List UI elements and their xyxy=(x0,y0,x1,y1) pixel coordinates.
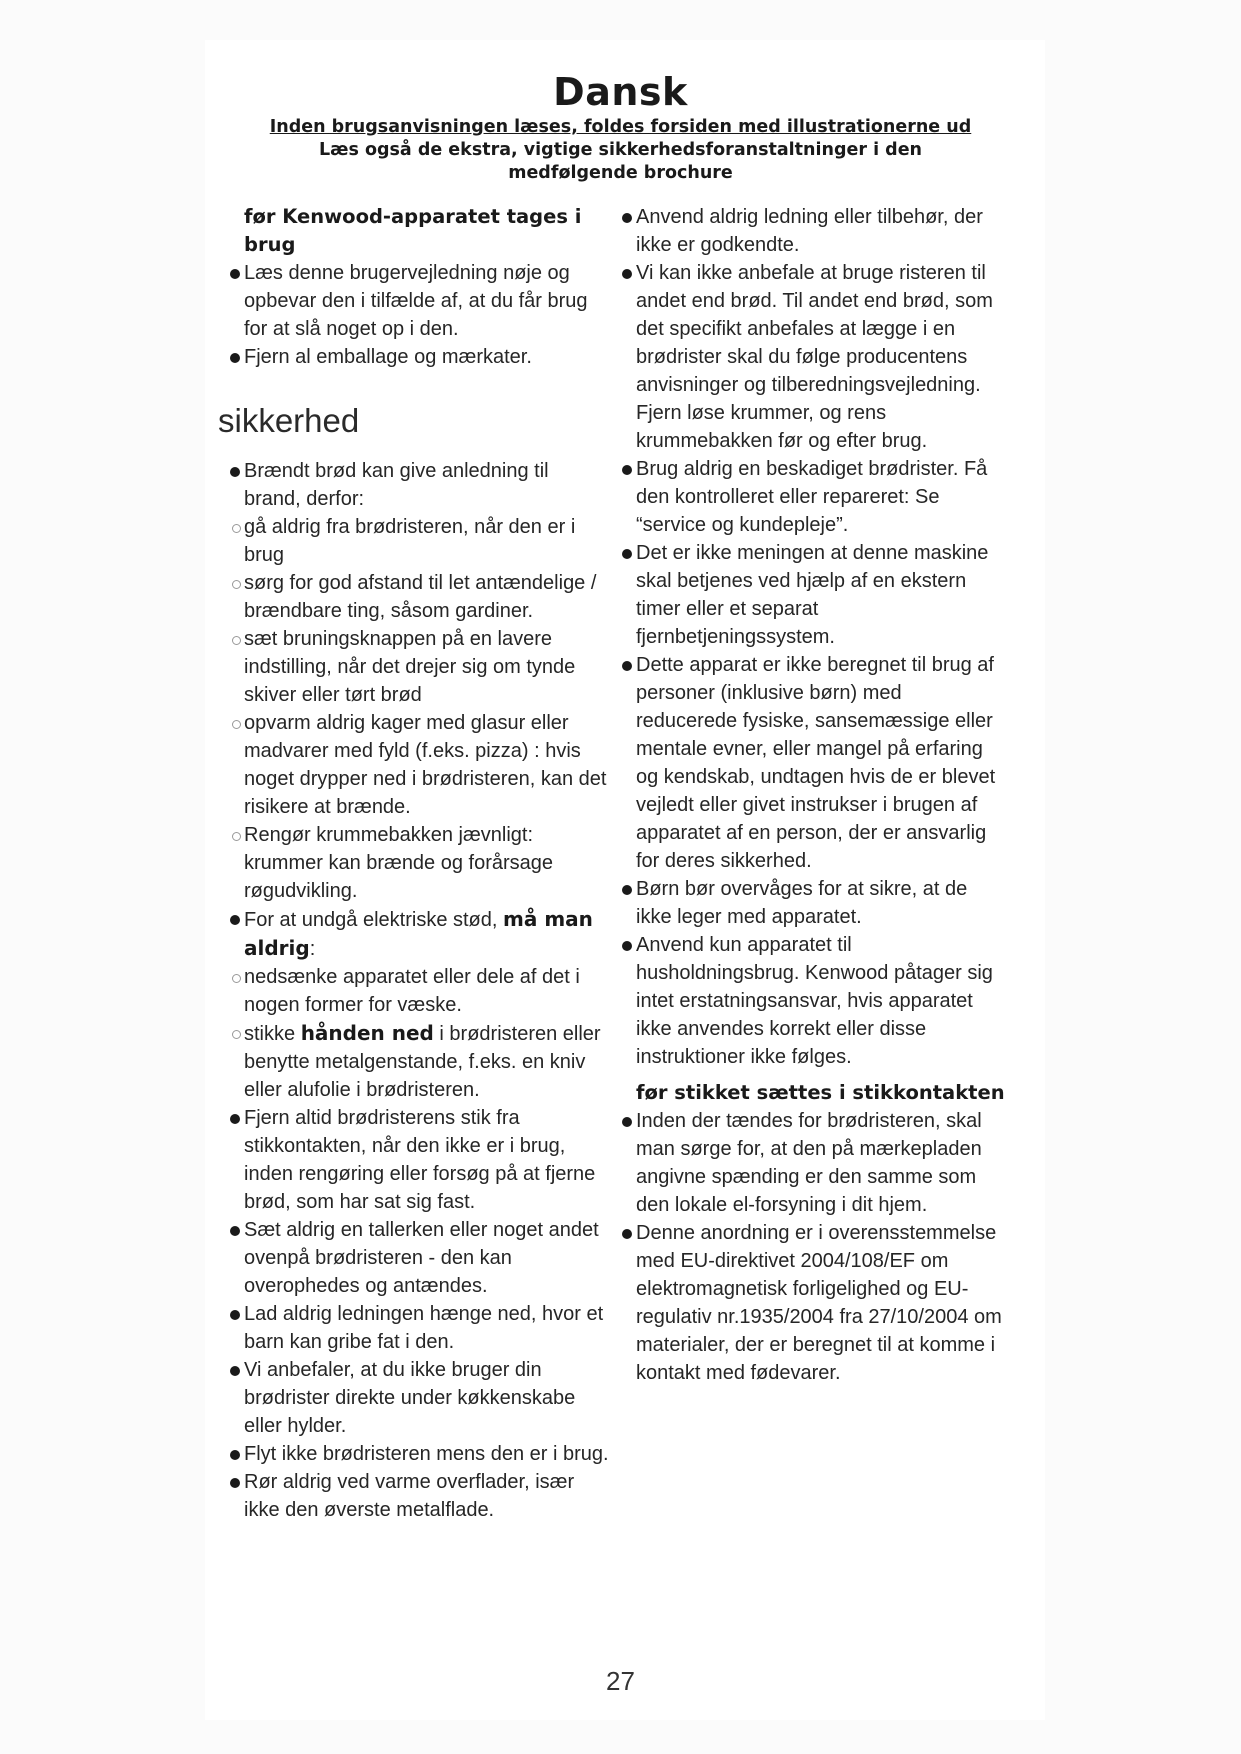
list-item: Flyt ikke brødristeren mens den er i brug. xyxy=(244,1440,609,1468)
list-item: Fjern altid brødristerens stik fra stikkontakten, når den ikke er i brug, inden rengøring eller forsøg på at fjerne brød, som har sat sig fast. xyxy=(244,1104,609,1216)
list-item: Dette apparat er ikke beregnet til brug af personer (inklusive børn) med reducerede fysiske, sansemæssige eller mentale evner, eller mangel på erfaring og kendskab, undtagen hvis de er blevet vejledt eller givet instrukser i brugen af apparatet af en person, der er ansvarlig for deres sikkerhed. xyxy=(636,651,1006,875)
list-item: Anvend kun apparatet til husholdningsbrug. Kenwood påtager sig intet erstatningsansvar, hvis apparatet ikke anvendes korrekt eller disse instruktioner ikke følges. xyxy=(636,931,1006,1071)
safety-list-continued xyxy=(636,203,1006,1071)
sub-list-item: gå aldrig fra brødristeren, når den er i brug xyxy=(244,513,609,569)
list-item: Vi anbefaler, at du ikke bruger din brødrister direkte under køkkenskabe eller hylder. xyxy=(244,1356,609,1440)
safety-list xyxy=(244,457,609,1524)
shock-colon: : xyxy=(309,938,316,960)
list-item: Anvend aldrig ledning eller tilbehør, der ikke er godkendte. xyxy=(636,203,1006,259)
list-item: Inden der tændes for brødristeren, skal man sørge for, at den på mærkepladen angivne spænding er den samme som den lokale el-forsyning i dit hjem. xyxy=(636,1107,1006,1219)
intro-list xyxy=(244,259,609,371)
sub-list-item: sørg for god afstand til let antændelige / brændbare ting, såsom gardiner. xyxy=(244,569,609,625)
list-item: Det er ikke meningen at denne maskine skal betjenes ved hjælp af en ekstern timer eller et separat fjernbetjeningssystem. xyxy=(636,539,1006,651)
plugging-list xyxy=(636,1107,1006,1387)
list-item: Brændt brød kan give anledning til brand, derfor: xyxy=(244,457,609,513)
left-column xyxy=(218,203,609,1524)
list-item: Lad aldrig ledningen hænge ned, hvor et barn kan gribe fat i den. xyxy=(244,1300,609,1356)
brochure-note-line2: medfølgende brochure xyxy=(508,163,733,183)
spacer xyxy=(636,1071,1006,1079)
sub-text: stikke xyxy=(244,1023,301,1045)
sub-list-item: Rengør krummebakken jævnligt: krummer kan brænde og forårsage røgudvikling. xyxy=(244,821,609,905)
page-title: Dansk xyxy=(553,70,688,114)
list-item: Vi kan ikke anbefale at bruge risteren til andet end brød. Til andet end brød, som det specifikt anbefales at lægge i en brødrister skal du følge producentens anvisninger og tilberedningsvejledning. Fjern løse krummer, og rens krummebakken før og efter brug. xyxy=(636,259,1006,455)
list-item: Rør aldrig ved varme overflader, især ikke den øverste metalflade. xyxy=(244,1468,609,1524)
before-plugging-heading: før stikket sættes i stikkontakten xyxy=(636,1081,1005,1104)
list-item: Brug aldrig en beskadiget brødrister. Få den kontrolleret eller repareret: Se “service og kundepleje”. xyxy=(636,455,1006,539)
fold-instruction: Inden brugsanvisningen læses, foldes forsiden med illustrationerne ud xyxy=(269,117,972,137)
before-use-heading: før Kenwood-apparatet tages i brug xyxy=(244,205,582,256)
list-item: Denne anordning er i overensstemmelse med EU-direktivet 2004/108/EF om elektromagnetisk forligelighed og EU-regulativ nr.1935/2004 fra 27/10/2004 om materialer, der er beregnet til at komme i kontakt med fødevarer. xyxy=(636,1219,1006,1387)
list-item: Fjern al emballage og mærkater. xyxy=(244,343,609,371)
hand-emphasis: hånden ned xyxy=(300,1021,434,1045)
list-item xyxy=(244,905,609,963)
sub-list-item xyxy=(244,1019,609,1104)
shock-emphasis: må man aldrig xyxy=(244,907,593,960)
sub-list-item: sæt bruningsknappen på en lavere indstilling, når det drejer sig om tynde skiver eller tørt brød xyxy=(244,625,609,709)
sub-list-item: nedsænke apparatet eller dele af det i nogen former for væske. xyxy=(244,963,609,1019)
safety-section-title: sikkerhed xyxy=(218,402,360,439)
sub-text: i brødristeren eller benytte metalgenstande, f.eks. en kniv eller alufolie i brødristeren. xyxy=(244,1023,601,1101)
right-column xyxy=(636,203,1006,1387)
document-header xyxy=(0,70,1241,185)
page-number: 27 xyxy=(606,1666,635,1696)
list-item: Børn bør overvåges for at sikre, at de ikke leger med apparatet. xyxy=(636,875,1006,931)
shock-text: For at undgå elektriske stød, xyxy=(244,909,504,931)
list-item: Læs denne brugervejledning nøje og opbevar den i tilfælde af, at du får brug for at slå noget op i den. xyxy=(244,259,609,343)
sub-list-item: opvarm aldrig kager med glasur eller madvarer med fyld (f.eks. pizza) : hvis noget drypper ned i brødristeren, kan det risikere at brænde. xyxy=(244,709,609,821)
list-item: Sæt aldrig en tallerken eller noget andet ovenpå brødristeren - den kan overophedes og antændes. xyxy=(244,1216,609,1300)
brochure-note-line1: Læs også de ekstra, vigtige sikkerhedsforanstaltninger i den xyxy=(318,140,923,160)
